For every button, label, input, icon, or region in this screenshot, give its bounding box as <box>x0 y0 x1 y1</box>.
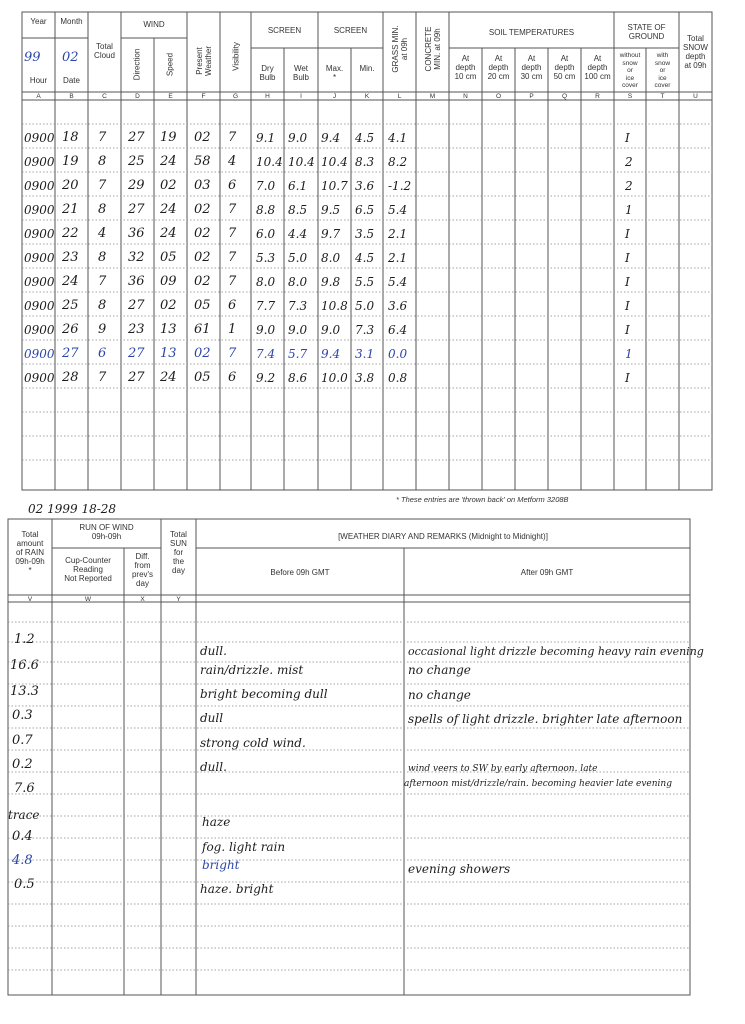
cup-counter-header: Cup-Counter Reading Not Reported <box>64 556 112 583</box>
grass-cell: 0.8 <box>388 371 408 385</box>
speed-header: Speed <box>165 52 175 77</box>
date-cell: 18 <box>62 130 79 145</box>
speed-cell: 05 <box>160 250 177 265</box>
ground-state-cell: 2 <box>625 155 633 169</box>
hour-cell: 0900 <box>24 155 55 169</box>
col-letter: J <box>332 93 337 100</box>
handwritten-period: 02 1999 18-28 <box>28 502 117 516</box>
col-letter: Q <box>561 93 568 100</box>
ground-state-cell: I <box>625 299 630 313</box>
min-cell: 5.0 <box>355 299 375 313</box>
speed-cell: 24 <box>160 154 177 169</box>
ground-state-cell: I <box>625 371 630 385</box>
wet-bulb-cell: 4.4 <box>288 227 308 241</box>
weather-cell: 02 <box>194 202 211 217</box>
col-letter: B <box>69 93 74 100</box>
ground-state-cell: 1 <box>625 347 633 361</box>
col-letter: R <box>595 93 600 100</box>
year-header: Year <box>30 17 47 26</box>
hour-cell: 0900 <box>24 347 55 361</box>
soil-30cm-header: At depth 30 cm <box>520 54 543 81</box>
max-cell: 10.8 <box>321 299 348 313</box>
state-of-ground-header: STATE OF GROUND <box>627 23 666 41</box>
visibility-cell: 1 <box>228 322 237 337</box>
ground-state-cell: I <box>625 275 630 289</box>
hour-cell: 0900 <box>24 203 55 217</box>
before-cell: haze. bright <box>200 882 274 896</box>
visibility-cell: 7 <box>228 250 237 265</box>
direction-cell: 36 <box>128 226 145 241</box>
direction-header: Direction <box>132 48 142 81</box>
before-cell: fog. light rain <box>202 840 286 854</box>
grass-cell: 2.1 <box>388 251 408 265</box>
total-cloud-header: Total Cloud <box>94 42 115 60</box>
visibility-cell: 6 <box>228 370 237 385</box>
soil-10cm-header: At depth 10 cm <box>454 54 477 81</box>
visibility-cell: 6 <box>228 178 237 193</box>
soil-100cm-header: At depth 100 cm <box>584 54 611 81</box>
weather-cell: 05 <box>194 298 211 313</box>
wet-bulb-cell: 9.0 <box>288 323 308 337</box>
cloud-cell: 8 <box>98 250 107 265</box>
max-cell: 9.0 <box>321 323 341 337</box>
direction-cell: 23 <box>128 322 145 337</box>
before-cell: dull. <box>200 760 227 774</box>
dry-bulb-cell: 10.4 <box>256 155 283 169</box>
dry-bulb-cell: 5.3 <box>256 251 276 265</box>
hour-cell: 0900 <box>24 371 55 385</box>
before-cell: bright <box>202 858 240 872</box>
wet-bulb-cell: 5.0 <box>288 251 308 265</box>
col-letter: X <box>140 596 145 603</box>
direction-cell: 27 <box>128 130 145 145</box>
max-cell: 9.4 <box>321 347 341 361</box>
hour-cell: 0900 <box>24 131 55 145</box>
direction-cell: 27 <box>128 370 145 385</box>
grass-cell: 5.4 <box>388 203 408 217</box>
col-letter: L <box>397 93 402 100</box>
visibility-cell: 7 <box>228 346 237 361</box>
rain-cell: 7.6 <box>14 781 35 796</box>
total-rain-header: Total amount of RAIN 09h-09h * <box>15 530 45 575</box>
wind-header: WIND <box>143 20 165 29</box>
speed-cell: 13 <box>160 346 177 361</box>
col-letter: A <box>36 93 41 100</box>
weather-cell: 58 <box>194 154 211 169</box>
max-cell: 8.0 <box>321 251 341 265</box>
year-value: 99 <box>24 50 41 65</box>
col-letter: C <box>102 93 107 100</box>
cloud-cell: 8 <box>98 202 107 217</box>
cloud-cell: 6 <box>98 346 107 361</box>
date-cell: 27 <box>62 346 79 361</box>
cloud-cell: 8 <box>98 154 107 169</box>
soil-temperatures-header: SOIL TEMPERATURES <box>488 28 575 37</box>
wet-bulb-cell: 7.3 <box>288 299 308 313</box>
col-letter: T <box>660 93 665 100</box>
after-cell: occasional light drizzle becoming heavy rain evening <box>408 645 704 658</box>
hour-cell: 0900 <box>24 323 55 337</box>
min-cell: 4.5 <box>355 251 375 265</box>
col-letter: K <box>364 93 370 100</box>
col-letter: G <box>232 93 239 100</box>
wet-bulb-cell: 8.0 <box>288 275 308 289</box>
hour-cell: 0900 <box>24 227 55 241</box>
dry-bulb-cell: 6.0 <box>256 227 276 241</box>
col-letter: I <box>300 93 302 100</box>
max-cell: 10.4 <box>321 155 348 169</box>
dry-bulb-header: Dry Bulb <box>259 64 276 82</box>
hour-cell: 0900 <box>24 251 55 265</box>
cloud-cell: 7 <box>98 274 107 289</box>
grass-cell: 0.0 <box>388 347 408 361</box>
after-cell: no change <box>408 663 471 677</box>
date-cell: 24 <box>62 274 79 289</box>
date-cell: 20 <box>62 178 79 193</box>
after-cell: spells of light drizzle. brighter late afternoon <box>408 712 683 726</box>
min-cell: 3.8 <box>355 371 375 385</box>
visibility-header: Visibility <box>231 42 241 71</box>
wet-bulb-cell: 6.1 <box>288 179 308 193</box>
speed-cell: 24 <box>160 226 177 241</box>
before-cell: strong cold wind. <box>200 736 306 750</box>
date-cell: 21 <box>62 202 79 217</box>
col-letter: Y <box>176 596 181 603</box>
max-cell: 9.8 <box>321 275 341 289</box>
total-snow-header: Total SNOW depth at 09h <box>683 34 708 70</box>
weather-cell: 03 <box>194 178 211 193</box>
present-weather-header: Present Weather <box>195 45 213 77</box>
weather-cell: 05 <box>194 370 211 385</box>
weather-cell: 02 <box>194 226 211 241</box>
min-cell: 6.5 <box>355 203 375 217</box>
wet-bulb-cell: 8.5 <box>288 203 308 217</box>
weather-cell: 02 <box>194 250 211 265</box>
screen-header-2: SCREEN <box>333 26 368 35</box>
dry-bulb-cell: 8.0 <box>256 275 276 289</box>
max-cell: 10.0 <box>321 371 348 385</box>
speed-cell: 09 <box>160 274 177 289</box>
concrete-min-header: CONCRETE MIN. at 09h <box>424 26 442 72</box>
diary-header: [WEATHER DIARY AND REMARKS (Midnight to Midnight)] <box>338 532 548 541</box>
rain-cell: 0.4 <box>12 829 33 844</box>
col-letter: E <box>168 93 173 100</box>
with-snow-header: with snow or ice cover <box>654 52 671 89</box>
min-cell: 5.5 <box>355 275 375 289</box>
wet-bulb-cell: 10.4 <box>288 155 315 169</box>
date-cell: 28 <box>62 370 79 385</box>
rain-cell: 4.8 <box>12 853 33 868</box>
speed-cell: 19 <box>160 130 177 145</box>
min-header: Min. <box>359 64 375 73</box>
date-header: Date <box>63 76 80 85</box>
grass-min-header: GRASS MIN. at 09h <box>391 25 409 73</box>
footnote: * These entries are 'thrown back' on Metform 3208B <box>396 495 569 504</box>
dry-bulb-cell: 8.8 <box>256 203 276 217</box>
weather-cell: 02 <box>194 274 211 289</box>
after-cell: afternoon mist/drizzle/rain. becoming heavier late evening <box>404 779 672 789</box>
grass-cell: 2.1 <box>388 227 408 241</box>
grass-cell: 5.4 <box>388 275 408 289</box>
speed-cell: 24 <box>160 202 177 217</box>
hour-header: Hour <box>29 76 48 85</box>
dry-bulb-cell: 7.7 <box>256 299 276 313</box>
weather-cell: 02 <box>194 346 211 361</box>
before-cell: dull. <box>200 644 227 658</box>
direction-cell: 29 <box>128 178 145 193</box>
grass-cell: 8.2 <box>388 155 408 169</box>
wet-bulb-header: Wet Bulb <box>292 64 309 82</box>
date-cell: 22 <box>62 226 79 241</box>
rain-cell: trace <box>8 808 40 822</box>
after-cell: no change <box>408 688 471 702</box>
date-cell: 26 <box>62 322 79 337</box>
rain-cell: 0.2 <box>12 757 33 772</box>
col-letter: W <box>84 596 92 603</box>
wet-bulb-cell: 9.0 <box>288 131 308 145</box>
min-cell: 3.5 <box>355 227 375 241</box>
direction-cell: 27 <box>128 298 145 313</box>
col-letter: F <box>201 93 206 100</box>
min-cell: 3.6 <box>355 179 375 193</box>
col-letter: U <box>693 93 698 100</box>
after-cell: evening showers <box>408 862 511 876</box>
date-cell: 19 <box>62 154 79 169</box>
speed-cell: 13 <box>160 322 177 337</box>
soil-20cm-header: At depth 20 cm <box>487 54 510 81</box>
min-cell: 7.3 <box>355 323 375 337</box>
direction-cell: 32 <box>128 250 145 265</box>
visibility-cell: 7 <box>228 202 237 217</box>
cloud-cell: 4 <box>98 226 107 241</box>
grass-cell: 6.4 <box>388 323 408 337</box>
col-letter: V <box>27 596 33 603</box>
speed-cell: 24 <box>160 370 177 385</box>
speed-cell: 02 <box>160 298 177 313</box>
month-value: 02 <box>62 50 79 65</box>
after-09h-header: After 09h GMT <box>520 568 574 577</box>
max-cell: 9.7 <box>321 227 341 241</box>
before-cell: rain/drizzle. mist <box>200 663 304 677</box>
rain-cell: 16.6 <box>10 658 39 673</box>
wet-bulb-cell: 8.6 <box>288 371 308 385</box>
col-letter: N <box>463 93 468 100</box>
cloud-cell: 7 <box>98 370 107 385</box>
ground-state-cell: 2 <box>625 179 633 193</box>
col-letter: P <box>529 93 534 100</box>
ground-state-cell: I <box>625 323 630 337</box>
visibility-cell: 7 <box>228 130 237 145</box>
col-letter: S <box>627 93 633 100</box>
cloud-cell: 8 <box>98 298 107 313</box>
visibility-cell: 6 <box>228 298 237 313</box>
dry-bulb-cell: 7.0 <box>256 179 276 193</box>
ground-state-cell: 1 <box>625 203 633 217</box>
total-sun-header: Total SUN for the day <box>170 530 187 575</box>
weather-cell: 61 <box>194 322 211 337</box>
dry-bulb-cell: 9.2 <box>256 371 276 385</box>
grass-cell: -1.2 <box>388 179 412 193</box>
col-letter: O <box>495 93 502 100</box>
without-snow-header: without snow or ice cover <box>619 52 641 89</box>
weather-cell: 02 <box>194 130 211 145</box>
screen-header-1: SCREEN <box>267 26 302 35</box>
grass-cell: 4.1 <box>388 131 408 145</box>
dry-bulb-cell: 9.0 <box>256 323 276 337</box>
cloud-cell: 7 <box>98 130 107 145</box>
date-cell: 23 <box>62 250 79 265</box>
visibility-cell: 7 <box>228 274 237 289</box>
before-cell: bright becoming dull <box>200 687 328 701</box>
diff-header: Diff. from prev's day <box>131 552 154 588</box>
min-cell: 8.3 <box>355 155 375 169</box>
before-cell: dull <box>200 711 224 725</box>
wet-bulb-cell: 5.7 <box>288 347 308 361</box>
rain-cell: 0.7 <box>12 733 33 748</box>
max-header: Max. * <box>325 64 344 82</box>
min-cell: 4.5 <box>355 131 375 145</box>
hour-cell: 0900 <box>24 275 55 289</box>
col-letter: H <box>265 93 270 100</box>
ground-state-cell: I <box>625 227 630 241</box>
col-letter: M <box>429 93 436 100</box>
direction-cell: 25 <box>128 154 145 169</box>
after-cell: wind veers to SW by early afternoon. late <box>408 764 598 774</box>
col-letter: D <box>135 93 140 100</box>
direction-cell: 36 <box>128 274 145 289</box>
cloud-cell: 9 <box>98 322 107 337</box>
rain-cell: 0.5 <box>14 877 35 892</box>
speed-cell: 02 <box>160 178 177 193</box>
hour-cell: 0900 <box>24 179 55 193</box>
dry-bulb-cell: 7.4 <box>256 347 276 361</box>
ground-state-cell: I <box>625 131 630 145</box>
run-of-wind-header: RUN OF WIND 09h-09h <box>79 523 134 541</box>
month-header: Month <box>60 17 83 26</box>
visibility-cell: 7 <box>228 226 237 241</box>
soil-50cm-header: At depth 50 cm <box>553 54 576 81</box>
rain-cell: 1.2 <box>14 632 35 647</box>
rain-cell: 13.3 <box>10 684 39 699</box>
min-cell: 3.1 <box>355 347 375 361</box>
direction-cell: 27 <box>128 346 145 361</box>
hour-cell: 0900 <box>24 299 55 313</box>
direction-cell: 27 <box>128 202 145 217</box>
grass-cell: 3.6 <box>388 299 408 313</box>
cloud-cell: 7 <box>98 178 107 193</box>
max-cell: 9.4 <box>321 131 341 145</box>
ground-state-cell: I <box>625 251 630 265</box>
before-09h-header: Before 09h GMT <box>270 568 330 577</box>
dry-bulb-cell: 9.1 <box>256 131 276 145</box>
date-cell: 25 <box>62 298 79 313</box>
max-cell: 10.7 <box>321 179 348 193</box>
before-cell: haze <box>202 815 231 829</box>
max-cell: 9.5 <box>321 203 341 217</box>
rain-cell: 0.3 <box>12 708 33 723</box>
visibility-cell: 4 <box>228 154 237 169</box>
